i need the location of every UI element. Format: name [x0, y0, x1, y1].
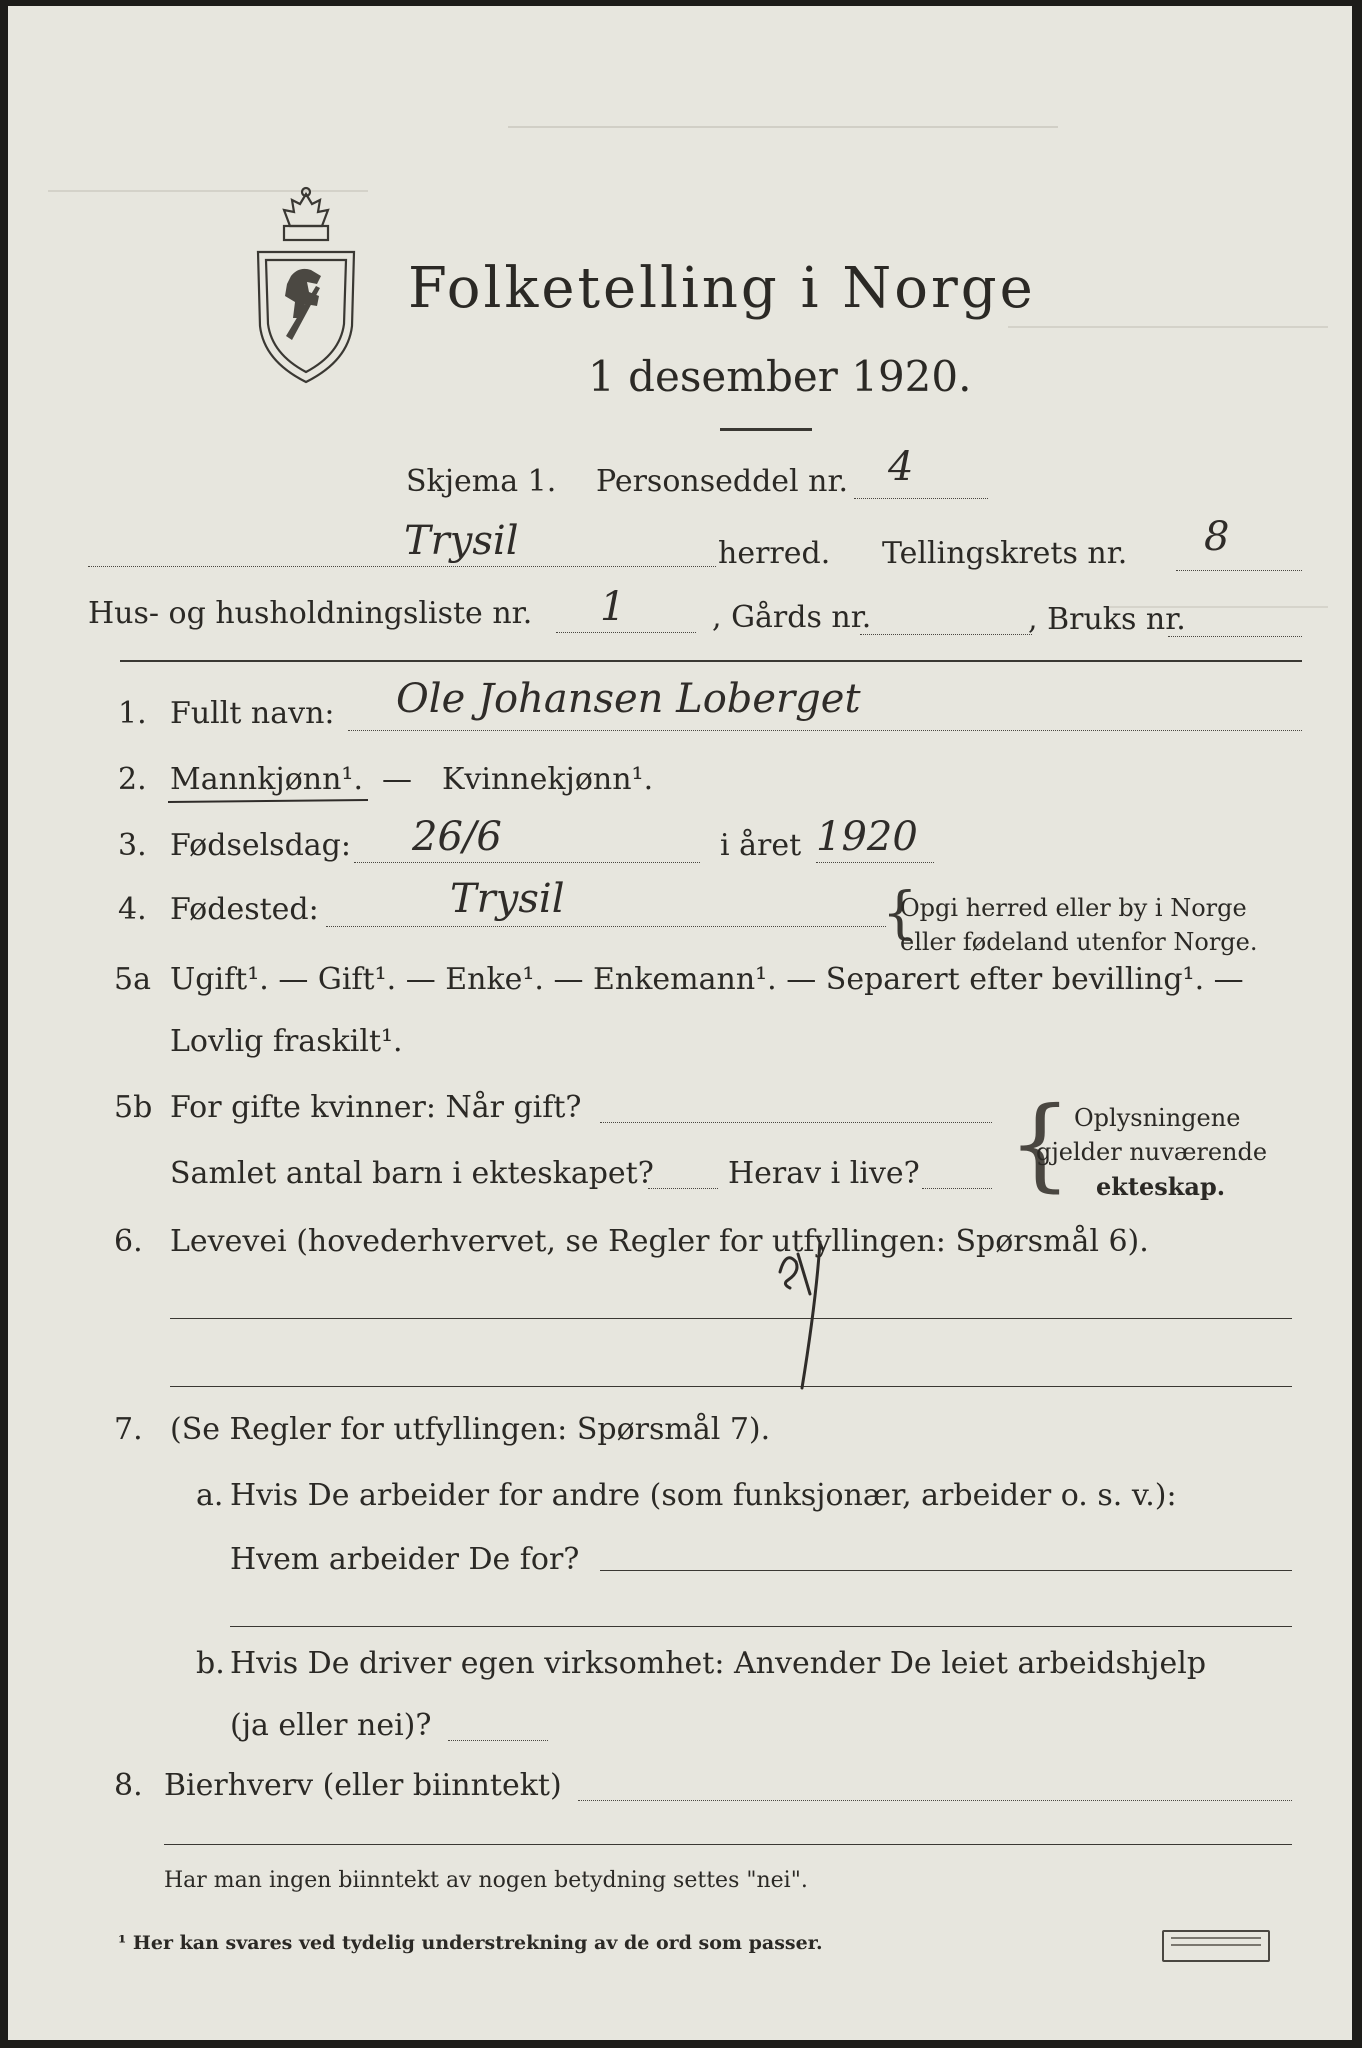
q7b-yes-no-label: (ja eller nei)?: [230, 1708, 432, 1743]
alive-field-line: [922, 1188, 992, 1189]
tellingskrets-field-line: [1176, 570, 1302, 571]
q7a-employer-label: Hvem arbeider De for?: [230, 1542, 580, 1577]
q4-brace: {: [882, 881, 918, 946]
household-list-value[interactable]: 1: [600, 584, 626, 630]
tellingskrets-label: Tellingskrets nr.: [882, 536, 1128, 571]
q2-female-option[interactable]: Kvinnekjønn¹.: [442, 762, 654, 797]
bleed-through-mark: [1008, 326, 1328, 328]
q2-number: 2.: [118, 762, 147, 797]
q5a-options-cont[interactable]: Lovlig fraskilt¹.: [170, 1024, 403, 1059]
q3-number: 3.: [118, 828, 147, 863]
title-divider: [720, 428, 812, 431]
census-form: [8, 6, 1352, 2040]
person-slip-field-line: [854, 498, 988, 499]
birthday-field-line: [354, 862, 700, 863]
schema-label: Skjema 1.: [406, 464, 557, 499]
full-name-field-line: [348, 730, 1302, 731]
birthplace-field-line: [326, 926, 886, 927]
occupation-field-line-1: [170, 1318, 1292, 1319]
q5b-note-line3: ekteskap.: [1096, 1172, 1226, 1201]
q5b-alive-label: Herav i live?: [728, 1156, 920, 1191]
q5b-note-line1: Oplysningene: [1074, 1104, 1241, 1132]
q6-number: 6.: [114, 1224, 143, 1259]
q4-note-line1: Opgi herred eller by i Norge: [900, 894, 1247, 922]
full-name-value[interactable]: Ole Johansen Loberget: [396, 676, 861, 722]
male-underline-mark: [168, 799, 368, 803]
married-date-field-line: [600, 1122, 992, 1123]
person-slip-value[interactable]: 4: [888, 444, 914, 490]
birth-year-field-line: [816, 862, 934, 863]
q4-number: 4.: [118, 892, 147, 927]
q8-label: Bierhverv (eller biinntekt): [164, 1768, 562, 1803]
q5a-options[interactable]: Ugift¹. — Gift¹. — Enke¹. — Enkemann¹. — Separert efter bevilling¹. —: [170, 962, 1244, 997]
q5b-brace: {: [1008, 1085, 1072, 1202]
form-title: Folketelling i Norge: [408, 256, 1036, 321]
census-date: 1 desember 1920.: [588, 352, 972, 401]
household-list-label: Hus- og husholdningsliste nr.: [88, 596, 533, 631]
q5b-note-line2: gjelder nuværende: [1036, 1138, 1268, 1166]
children-field-line: [648, 1188, 718, 1189]
gards-label: , Gårds nr.: [712, 600, 872, 635]
birthday-value[interactable]: 26/6: [412, 814, 502, 860]
birthplace-value[interactable]: Trysil: [450, 876, 565, 922]
q7a-text: Hvis De arbeider for andre (som funksjonær, arbeider o. s. v.):: [230, 1478, 1177, 1513]
q5b-number: 5b: [114, 1090, 153, 1125]
household-list-field-line: [556, 632, 696, 633]
q7-number: 7.: [114, 1412, 143, 1447]
hired-help-field-line: [448, 1740, 548, 1741]
tellingskrets-value[interactable]: 8: [1204, 514, 1230, 560]
employer-field-line-1: [600, 1570, 1292, 1571]
footer-footnote: ¹ Her kan svares ved tydelig understrekning av de ord som passer.: [118, 1932, 823, 1954]
occupation-handwritten-mark[interactable]: [768, 1234, 848, 1394]
footer-divider: [164, 1844, 1292, 1845]
q3-year-label: i året: [720, 828, 802, 863]
employer-field-line-2: [230, 1626, 1292, 1627]
q2-male-option[interactable]: Mannkjønn¹.: [170, 762, 363, 797]
q2-separator: —: [382, 762, 412, 797]
q5b-married-label: For gifte kvinner: Når gift?: [170, 1090, 582, 1125]
person-slip-label: Personseddel nr.: [596, 464, 849, 499]
herred-value[interactable]: Trysil: [404, 518, 519, 564]
occupation-field-line-2: [170, 1386, 1292, 1387]
q4-label: Fødested:: [170, 892, 319, 927]
q5b-children-label: Samlet antal barn i ekteskapet?: [170, 1156, 654, 1191]
q4-note-line2: eller fødeland utenfor Norge.: [900, 928, 1258, 956]
herred-label: herred.: [718, 536, 831, 571]
q7a-letter: a.: [196, 1478, 224, 1513]
herred-field-line: [88, 566, 716, 567]
q8-number: 8.: [114, 1768, 143, 1803]
q7b-letter: b.: [196, 1646, 225, 1681]
q7-label: (Se Regler for utfyllingen: Spørsmål 7).: [170, 1412, 771, 1447]
q3-label: Fødselsdag:: [170, 828, 351, 863]
q7b-text: Hvis De driver egen virksomhet: Anvender De leiet arbeidshjelp: [230, 1646, 1207, 1681]
q5a-number: 5a: [114, 962, 151, 997]
coat-of-arms-icon: [246, 186, 366, 386]
bruks-field-line: [1168, 636, 1302, 637]
birth-year-value[interactable]: 1920: [816, 814, 918, 860]
q6-label: Levevei (hovederhvervet, se Regler for utfyllingen: Spørsmål 6).: [170, 1224, 1149, 1259]
q1-label: Fullt navn:: [170, 696, 335, 731]
footer-income-note: Har man ingen biinntekt av nogen betydning settes "nei".: [164, 1868, 808, 1893]
side-income-field-line: [578, 1800, 1292, 1801]
bleed-through-mark: [508, 126, 1058, 128]
header-divider: [120, 660, 1302, 662]
bruks-label: , Bruks nr.: [1028, 602, 1186, 637]
printer-stamp-icon: [1162, 1930, 1270, 1962]
q1-number: 1.: [118, 696, 147, 731]
gards-field-line: [860, 634, 1032, 635]
